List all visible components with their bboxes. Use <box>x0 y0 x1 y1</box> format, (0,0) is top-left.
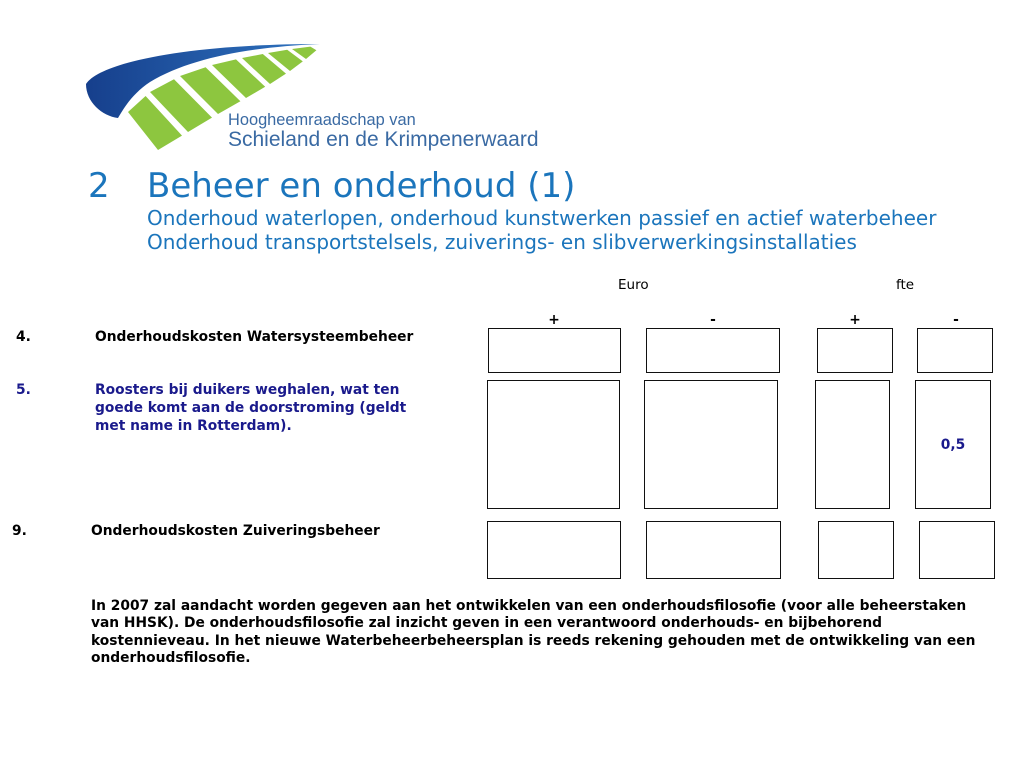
row-number: 5. <box>16 382 31 398</box>
note-line: kostennieveau. In het nieuwe Waterbeheerbeheersplan is reeds rekening gehouden met de ontwikkeling van een <box>91 632 976 649</box>
euro-minus-cell <box>644 380 778 509</box>
fte-minus-cell <box>917 328 993 373</box>
fte-plus-header: + <box>849 312 861 328</box>
logo-text-line2: Schieland en de Krimpenerwaard <box>228 128 539 151</box>
note-line: van HHSK). De onderhoudsfilosofie zal inzicht geven in een verantwoord onderhouds- en bijbehorend <box>91 615 883 631</box>
row-label-line: Roosters bij duikers weghalen, wat ten <box>95 382 400 398</box>
row-number: 4. <box>16 329 31 345</box>
note-line: onderhoudsfilosofie. <box>91 650 251 666</box>
fte-plus-cell <box>815 380 890 509</box>
fte-minus-header: - <box>953 312 959 328</box>
euro-minus-cell <box>646 328 780 373</box>
subtitle-line: Onderhoud waterlopen, onderhoud kunstwerken passief en actief waterbeheer <box>147 206 937 230</box>
note-paragraph <box>91 598 975 668</box>
fte-plus-cell <box>818 521 894 579</box>
row-label: Onderhoudskosten Watersysteembeheer <box>95 329 414 345</box>
euro-minus-cell <box>646 521 781 579</box>
page-title: Beheer en onderhoud (1) <box>147 166 576 206</box>
section-number: 2 <box>88 166 110 206</box>
column-group-fte: fte <box>896 277 915 293</box>
euro-plus-cell <box>488 328 621 373</box>
fte-minus-cell <box>919 521 995 579</box>
fte-minus-cell: 0,5 <box>915 380 991 509</box>
fte-plus-cell <box>817 328 893 373</box>
row-label <box>95 381 406 435</box>
row-label-line: met name in Rotterdam). <box>95 418 292 434</box>
logo-text-line1: Hoogheemraadschap van <box>228 111 416 129</box>
euro-plus-header: + <box>548 312 560 328</box>
row-number: 9. <box>12 523 27 539</box>
euro-plus-cell <box>487 521 621 579</box>
euro-minus-header: - <box>710 312 716 328</box>
note-line: In 2007 zal aandacht worden gegeven aan het ontwikkelen van een onderhoudsfilosofie (voor alle beheerstaken <box>91 597 967 614</box>
euro-plus-cell <box>487 380 620 509</box>
column-group-euro: Euro <box>618 277 649 293</box>
row-label: Onderhoudskosten Zuiveringsbeheer <box>91 523 380 539</box>
subtitle-line: Onderhoud transportstelsels, zuiverings- en slibverwerkingsinstallaties <box>147 230 857 254</box>
row-label-line: goede komt aan de doorstroming (geldt <box>95 400 407 416</box>
